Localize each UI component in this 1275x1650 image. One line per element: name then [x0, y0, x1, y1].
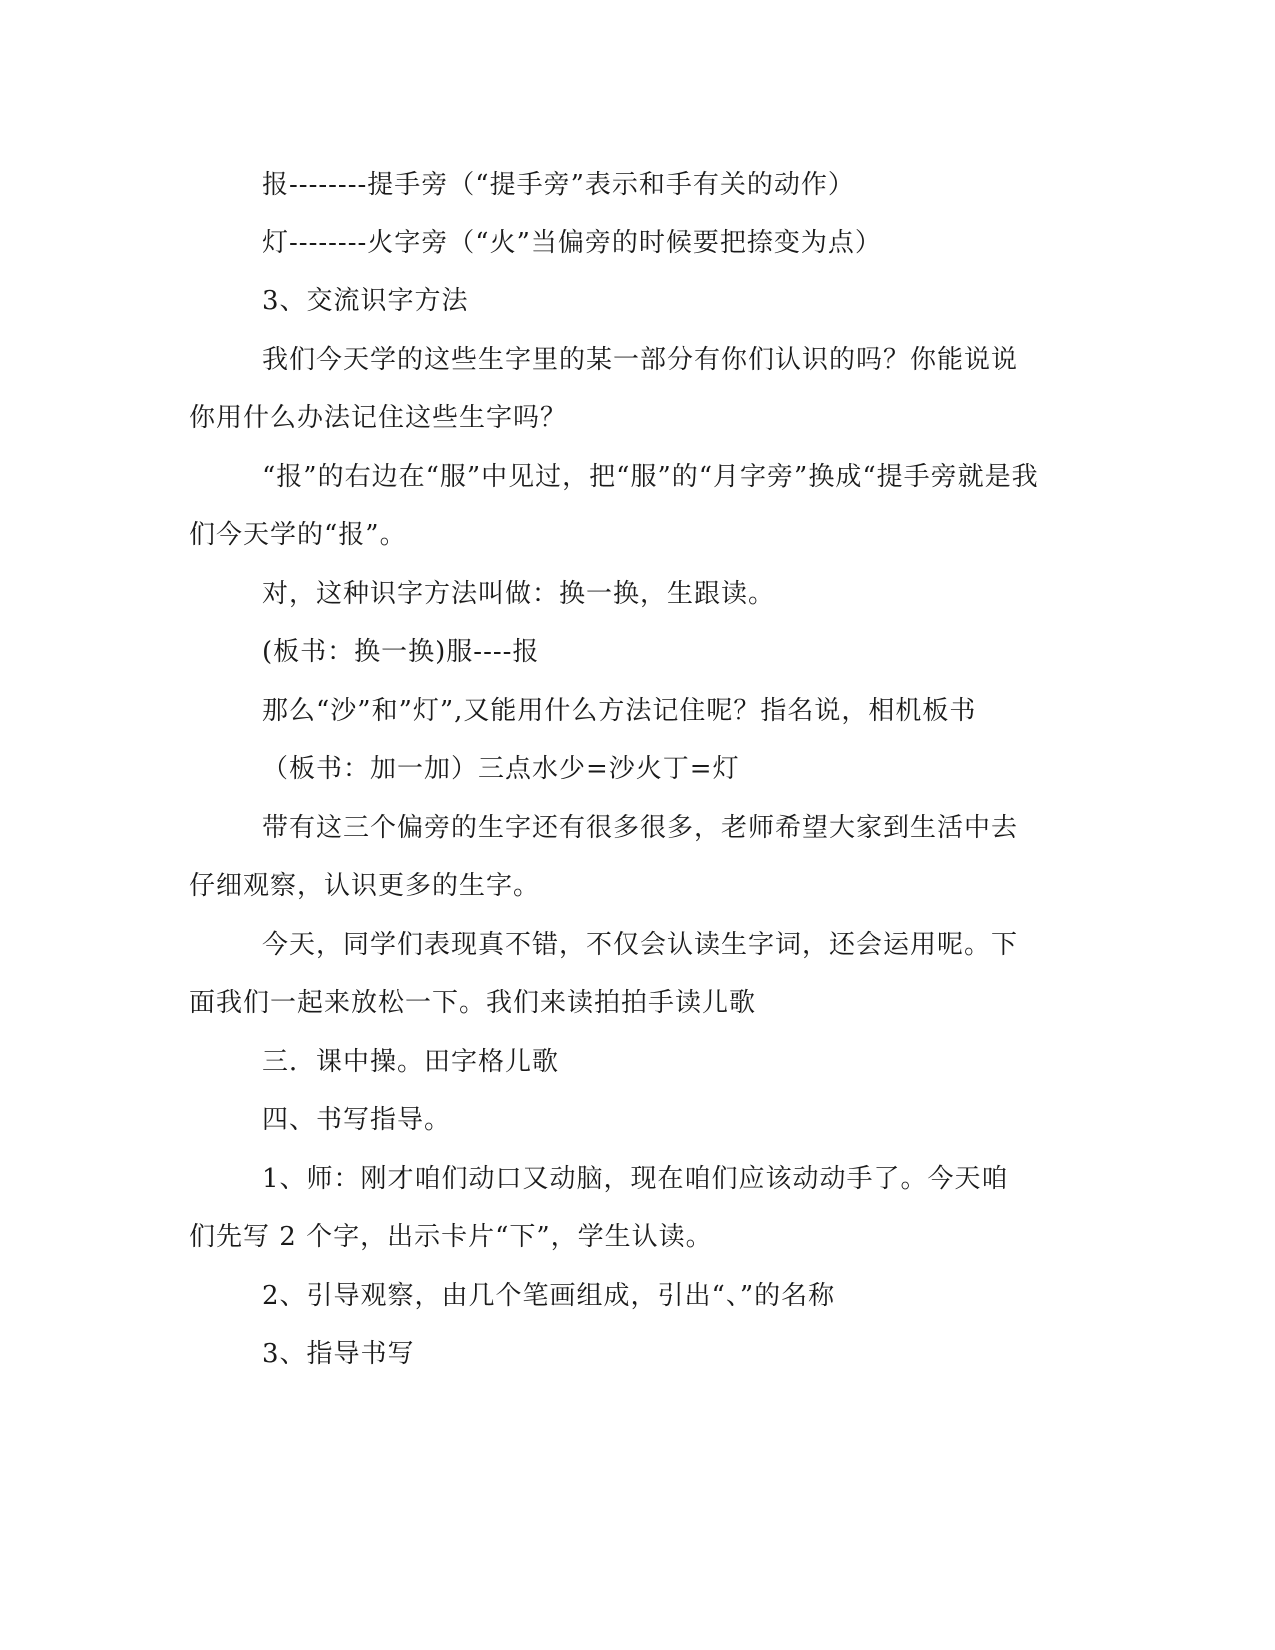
paragraph-line: 仔细观察，认识更多的生字。 — [189, 871, 541, 901]
section-heading: 3、交流识字方法 — [262, 286, 469, 316]
paragraph-line: 我们今天学的这些生字里的某一部分有你们认识的吗？你能说说 — [262, 345, 1019, 375]
paragraph-line: （板书：加一加）三点水少=沙火丁=灯 — [262, 754, 740, 784]
paragraph-line: 2、引导观察，由几个笔画组成，引出“、”的名称 — [262, 1281, 836, 1311]
paragraph-line: 灯--------火字旁（“火”当偏旁的时候要把捺变为点） — [262, 228, 882, 258]
paragraph-line: 们今天学的“报”。 — [189, 520, 407, 550]
paragraph-line: 1、师：刚才咱们动口又动脑，现在咱们应该动动手了。今天咱 — [262, 1164, 1009, 1194]
section-heading: 四、书写指导。 — [262, 1105, 452, 1135]
paragraph-line: (板书：换一换)服----报 — [262, 637, 540, 667]
paragraph-line: 面我们一起来放松一下。我们来读拍拍手读儿歌 — [189, 988, 757, 1018]
paragraph-line: 对，这种识字方法叫做：换一换，生跟读。 — [262, 579, 776, 609]
paragraph-line: 今天，同学们表现真不错，不仅会认读生字词，还会运用呢。下 — [262, 930, 1019, 960]
paragraph-line: 报--------提手旁（“提手旁”表示和手有关的动作） — [262, 170, 855, 200]
paragraph-line: 带有这三个偏旁的生字还有很多很多，老师希望大家到生活中去 — [262, 813, 1019, 843]
paragraph-line: 你用什么办法记住这些生字吗？ — [189, 403, 568, 433]
paragraph-line: 那么“沙”和”灯”,又能用什么方法记住呢？指名说，相机板书 — [262, 696, 977, 726]
paragraph-line: 们先写 2 个字，出示卡片“下”，学生认读。 — [189, 1222, 713, 1252]
section-heading: 三．课中操。田字格儿歌 — [262, 1047, 560, 1077]
paragraph-line: “报”的右边在“服”中见过，把“服”的“月字旁”换成“提手旁就是我 — [262, 462, 1039, 492]
section-heading: 3、指导书写 — [262, 1339, 415, 1369]
